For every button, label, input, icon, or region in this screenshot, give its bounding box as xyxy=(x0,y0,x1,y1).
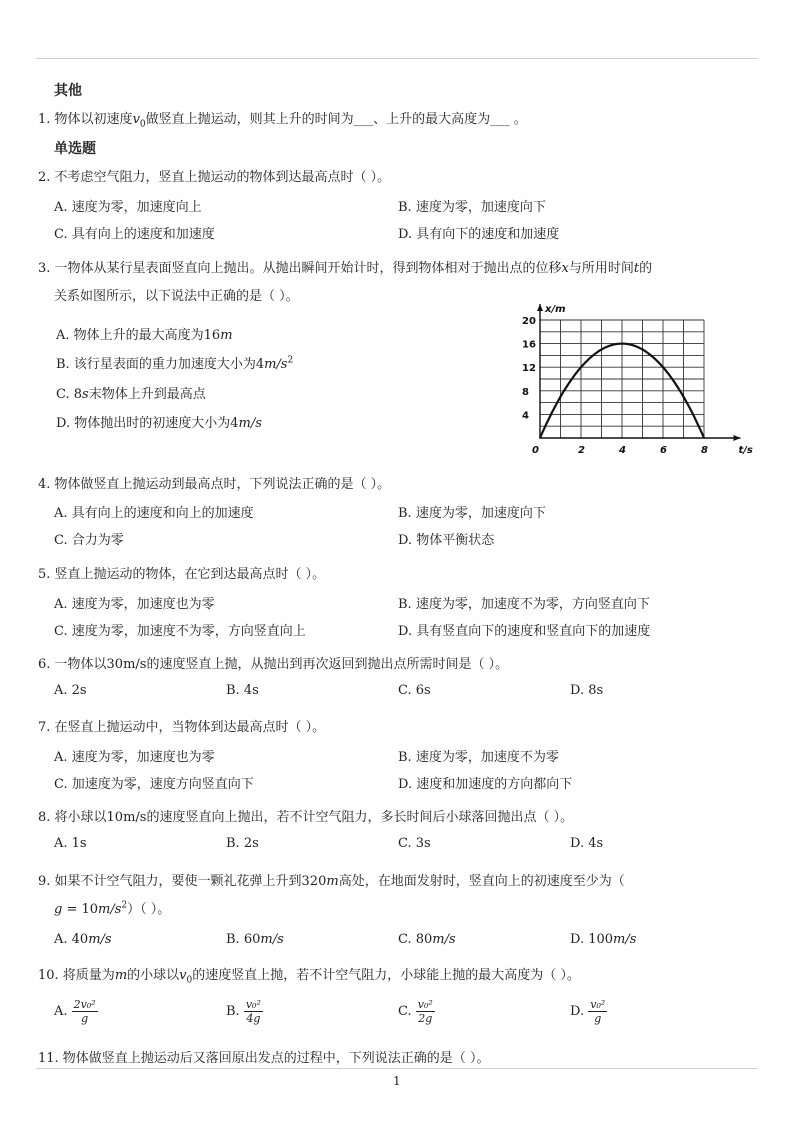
q10-mid: 的小球以 xyxy=(127,968,180,983)
q6-option-c: C. 6s xyxy=(398,683,431,698)
q10-option-a-num: 2v₀² xyxy=(73,998,96,1011)
q3-option-b-exp: 2 xyxy=(287,355,294,366)
y-axis-arrow xyxy=(537,304,543,311)
q10-option-a-label: A. xyxy=(54,1004,68,1019)
q1-text-pre: 物体以初速度 xyxy=(54,112,133,127)
q9-option-c-text: C. 80 xyxy=(398,932,433,947)
q4-option-a: A. 具有向上的速度和向上的加速度 xyxy=(54,506,254,521)
q10-option-c-fraction xyxy=(416,998,435,1025)
q3-option-b-unit: m/s xyxy=(264,357,288,372)
x-tick-label: 8 xyxy=(701,445,708,456)
q9-unit: m/s xyxy=(98,902,122,917)
q9-var-g: g xyxy=(54,902,63,917)
q3-option-a-unit: m xyxy=(220,328,233,343)
q10-option-b xyxy=(226,998,263,1025)
q10-sub: 0 xyxy=(186,975,193,986)
section-title-single-choice: 单选题 xyxy=(54,141,96,157)
q2-option-d: D. 具有向下的速度和加速度 xyxy=(398,227,560,242)
section-title-other: 其他 xyxy=(54,83,82,99)
q8-option-d: D. 4s xyxy=(570,836,604,851)
q3-option-d-unit: m/s xyxy=(238,416,262,431)
y-tick-label: 8 xyxy=(522,386,529,398)
q9-line1-a: 9. 如果不计空气阻力，要使一颗礼花弹上升到320 xyxy=(38,874,327,889)
q9-option-b-text: B. 60 xyxy=(226,932,261,947)
q4-option-d: D. 物体平衡状态 xyxy=(398,533,495,548)
q2-option-b: B. 速度为零，加速度向下 xyxy=(398,200,546,215)
q6-option-a: A. 2s xyxy=(54,683,87,698)
x-tick-label: 0 xyxy=(532,445,539,456)
q10-var-v: v xyxy=(179,968,187,983)
y-tick-label: 16 xyxy=(522,339,536,351)
question-8-stem: 8. 将小球以10m/s的速度竖直向上抛出，若不计空气阻力，多长时间后小球落回抛出点（ ）。 xyxy=(38,810,574,825)
q1-sub: 0 xyxy=(139,119,146,130)
page-number: 1 xyxy=(393,1074,401,1088)
q3-option-c-post: 末物体上升到最高点 xyxy=(88,387,206,402)
q10-option-b-label: B. xyxy=(226,1004,240,1019)
q10-option-b-fraction xyxy=(244,998,263,1025)
q3-line1-b: 与所用时间 xyxy=(568,261,634,276)
data-point xyxy=(683,396,685,398)
q8-option-b: B. 2s xyxy=(226,836,259,851)
data-point xyxy=(601,349,603,351)
question-6-stem: 6. 一物体以30m/s的速度竖直上抛，从抛出到再次返回到抛出点所需时间是（ ）。 xyxy=(38,657,509,672)
top-rule xyxy=(36,58,758,59)
question-11-stem: 11. 物体做竖直上抛运动后又落回原出发点的过程中，下列说法正确的是（ ）。 xyxy=(38,1051,490,1066)
q6-option-d: D. 8s xyxy=(570,683,604,698)
question-9-stem-line1 xyxy=(38,870,625,889)
q3-line1-c: 的 xyxy=(639,261,653,276)
q9-option-d-unit: m/s xyxy=(613,932,637,947)
q9-option-c xyxy=(398,932,456,947)
q5-option-b: B. 速度为零，加速度不为零，方向竖直向下 xyxy=(398,597,650,612)
q1-var-v: v xyxy=(132,112,140,127)
q3-option-c xyxy=(56,383,206,402)
question-9-stem-line2 xyxy=(54,898,170,917)
question-3-stem-line1 xyxy=(38,257,652,276)
displacement-time-chart xyxy=(510,304,753,462)
q10-option-d-fraction xyxy=(588,998,607,1025)
question-3-stem-line2: 关系如图所示，以下说法中正确的是（ ）。 xyxy=(54,289,299,304)
q10-var-m: m xyxy=(114,968,128,983)
bottom-rule xyxy=(36,1068,758,1069)
x-tick-label: 4 xyxy=(619,445,626,456)
question-2-stem: 2. 不考虑空气阻力，竖直上抛运动的物体到达最高点时（ ）。 xyxy=(38,170,391,185)
q9-line1-b: 高处，在地面发射时，竖直向上的初速度至少为（ xyxy=(338,874,625,889)
q3-option-d-text: D. 物体抛出时的初速度大小为4 xyxy=(56,416,239,431)
q1-text-post: 做竖直上抛运动，则其上升的时间为___、上升的最大高度为___ 。 xyxy=(145,112,527,127)
q3-var-t: t xyxy=(633,261,640,276)
q9-option-a xyxy=(54,932,112,947)
question-7-stem: 7. 在竖直上抛运动中，当物体到达最高点时（ ）。 xyxy=(38,720,326,735)
q8-option-a: A. 1s xyxy=(54,836,87,851)
q10-option-a-fraction xyxy=(72,998,98,1025)
y-axis-label: x/m xyxy=(545,304,566,315)
q10-option-c xyxy=(398,998,435,1025)
q3-option-c-unit: s xyxy=(82,387,89,402)
q3-var-x: x xyxy=(561,261,569,276)
q3-line1-a: 3. 一物体从某行星表面竖直向上抛出。从抛出瞬间开始计时，得到物体相对于抛出点的位移 xyxy=(38,261,562,276)
q9-option-a-unit: m/s xyxy=(88,932,112,947)
data-point xyxy=(560,396,562,398)
q10-option-c-den: 2g xyxy=(418,1012,433,1025)
x-axis-arrow xyxy=(734,435,741,441)
q3-option-d xyxy=(56,412,262,431)
q3-option-c-text: C. 8 xyxy=(56,387,83,402)
q8-option-c: C. 3s xyxy=(398,836,431,851)
x-tick-label: 2 xyxy=(578,445,585,456)
q3-option-b xyxy=(56,353,293,372)
q2-option-c: C. 具有向上的速度和加速度 xyxy=(54,227,215,242)
data-point xyxy=(662,366,664,368)
q9-option-b xyxy=(226,932,284,947)
q5-option-c: C. 速度为零，加速度不为零，方向竖直向上 xyxy=(54,624,306,639)
q10-option-d-label: D. xyxy=(570,1004,585,1019)
q9-option-b-unit: m/s xyxy=(260,932,284,947)
q7-option-d: D. 速度和加速度的方向都向下 xyxy=(398,777,573,792)
data-point xyxy=(642,349,644,351)
q10-post: 的速度竖直上抛，若不计空气阻力，小球能上抛的最大高度为（ ）。 xyxy=(192,968,580,983)
q10-option-a-den: g xyxy=(81,1012,89,1025)
q10-option-d-den: g xyxy=(594,1012,602,1025)
q9-eq: = 10 xyxy=(62,902,99,917)
q10-option-b-num: v₀² xyxy=(245,998,261,1011)
q5-option-d: D. 具有竖直向下的速度和竖直向下的加速度 xyxy=(398,624,651,639)
data-point xyxy=(621,343,623,345)
y-tick-label: 20 xyxy=(522,316,536,327)
question-1 xyxy=(38,108,527,130)
q7-option-b: B. 速度为零，加速度不为零 xyxy=(398,750,559,765)
q9-option-d-text: D. 100 xyxy=(570,932,614,947)
q3-option-a-text: A. 物体上升的最大高度为16 xyxy=(56,328,221,343)
data-point xyxy=(539,437,541,439)
q10-option-d xyxy=(570,998,607,1025)
y-tick-label: 12 xyxy=(522,363,536,375)
q3-option-b-text: B. 该行星表面的重力加速度大小为4 xyxy=(56,357,265,372)
q7-option-c: C. 加速度为零，速度方向竖直向下 xyxy=(54,777,254,792)
q10-option-c-num: v₀² xyxy=(417,998,433,1011)
q6-option-b: B. 4s xyxy=(226,683,259,698)
q4-option-c: C. 合力为零 xyxy=(54,533,124,548)
y-tick-label: 4 xyxy=(522,410,529,422)
q1-number: 1. xyxy=(38,112,51,127)
q9-exp: 2 xyxy=(121,900,128,911)
q4-option-b: B. 速度为零，加速度向下 xyxy=(398,506,546,521)
x-axis-label: t/s xyxy=(738,445,753,456)
q2-option-a: A. 速度为零，加速度向上 xyxy=(54,200,202,215)
data-point xyxy=(703,437,705,439)
q9-line2-post: ）（ ）。 xyxy=(127,902,171,917)
q10-pre: 10. 将质量为 xyxy=(38,968,115,983)
q10-option-d-num: v₀² xyxy=(590,998,606,1011)
question-4-stem: 4. 物体做竖直上抛运动到最高点时，下列说法正确的是（ ）。 xyxy=(38,477,391,492)
q5-option-a: A. 速度为零，加速度也为零 xyxy=(54,597,215,612)
question-10-stem xyxy=(38,964,580,986)
question-5-stem: 5. 竖直上抛运动的物体，在它到达最高点时（ ）。 xyxy=(38,567,326,582)
x-tick-label: 6 xyxy=(660,445,667,456)
data-point xyxy=(580,366,582,368)
q10-option-c-label: C. xyxy=(398,1004,412,1019)
q7-option-a: A. 速度为零，加速度也为零 xyxy=(54,750,215,765)
q9-option-c-unit: m/s xyxy=(432,932,456,947)
q10-option-a xyxy=(54,998,98,1025)
q9-option-a-text: A. 40 xyxy=(54,932,89,947)
q9-line1-unit: m xyxy=(326,874,339,889)
q10-option-b-den: 4g xyxy=(246,1012,261,1025)
q3-option-a xyxy=(56,324,233,343)
q9-option-d xyxy=(570,932,636,947)
